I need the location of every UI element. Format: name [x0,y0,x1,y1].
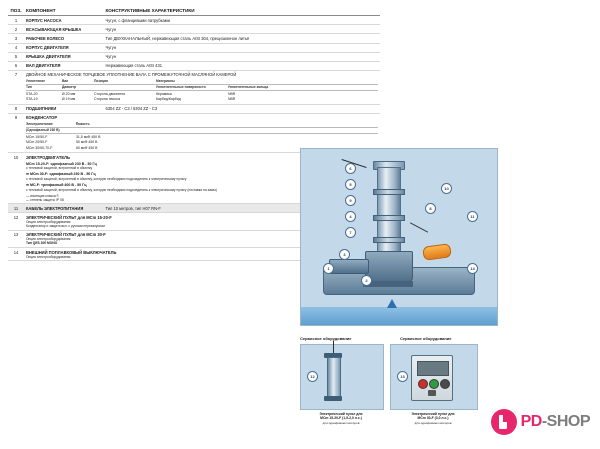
panel12-title: ЭЛЕКТРИЧЕСКИЙ ПУЛЬТ для MCm 15-20-F [25,214,112,220]
callout-4: 4 [345,211,356,222]
caption-right-line3: для однофазных моторов [414,420,452,425]
row-component: ВАЛ ДВИГАТЕЛЯ [26,61,106,70]
caption-left [298,412,384,425]
seal-col-shaft: Вал [62,79,94,85]
seal-shaft: Ø 20 мм [61,91,76,96]
capacitor-col-capacity: Ёмкость [76,121,378,127]
header-specs: КОНСТРУКТИВНЫЕ ХАРАКТЕРИСТИКИ [106,6,381,16]
capacitor-value: 60 мкФ 450 В [75,145,98,150]
seal-faces: Карбид/Карбид [155,97,181,102]
capacitor-block [26,113,380,152]
motor-variant-main-note: с тепловой защитой, встроенной в обмотку [25,166,93,171]
header-pos: ПОЗ. [8,6,26,16]
table-row [8,52,380,61]
pd-logo-icon [491,409,517,435]
pump-discharge-flange [329,259,369,274]
seal-sub-diameter: Диаметр [62,84,94,90]
callout-1: 1 [323,263,334,274]
seal-rings: NBR [227,91,236,96]
capacitor-value: 31,5 мкФ 450 В [75,134,101,139]
logo-text-pd: PD [520,413,542,430]
seal-title: ДВОЙНОЕ МЕХАНИЧЕСКОЕ ТОРЦЕВОЕ УПЛОТНЕНИЕ ВАЛА С ПРОМЕЖУТОЧНОЙ МАСЛЯНОЙ КАМЕРОЙ [25,72,237,78]
panel12-note: Конденсатор и защита вкл. с ручным перезапуском [25,224,105,229]
row-desc: Чугун [106,52,381,61]
row-desc: Тип ДВУХКАНАЛЬНЫЙ, нержавеющая сталь AISI 304, прецизионное литьё [106,34,381,43]
row-desc: 6304 ZZ - C3 / 6304 ZZ - C3 [106,104,381,113]
panel-left-bracket-bottom [324,396,342,401]
row-desc: Чугун, с фланцевыми патрубками [106,16,381,25]
capacitor-table [26,121,378,150]
control-panel-mcm15-20 [327,357,341,399]
callout-6: 6 [345,163,356,174]
row-pos: 10 [8,153,26,204]
pump-illustration [300,148,498,326]
callout-13: 13 [397,371,408,382]
capacitor-model: MCm 20/50-F [25,140,48,145]
seal-col-materials: Материалы [156,79,228,85]
flow-arrow-icon [387,299,397,308]
caption-right-line1: Электрический пульт для [411,412,455,416]
row-component: КАБЕЛЬ ЭЛЕКТРОПИТАНИЯ [26,204,106,213]
seal-block [26,70,380,104]
seal-sub-faces: Уплотнительные поверхности [156,84,228,90]
motor-variant-2-head: ➡ MC-F: трехфазный 400 В - 50 Гц [25,183,87,188]
table-row [8,34,380,43]
motor-variant-2-body: с тепловой защитой, встроенной в обмотку, которую необходимо подсоединять к электрическому пульту (поставка на заказ) [25,187,217,192]
table-row [8,16,380,25]
motor-variant-main: MCm 15-20-F: однофазный 230 В - 50 Гц [25,161,97,166]
seal-col-seal: Уплотнение [26,79,62,85]
row-pos: 6 [8,61,26,70]
row-pos: 9 [8,113,26,152]
table-header-row [8,6,380,16]
row-pos: 4 [8,43,26,52]
row-component: ВСАСЫВАЮЩАЯ КРЫШКА [26,25,106,34]
pump-band-mid [373,215,405,221]
seal-table [26,79,378,103]
caption-left-line2: MCm 15-20-F (1,5-2,0 л.с.) [320,416,362,421]
capacitor-value: 50 мкФ 450 В [75,140,98,145]
row-component: РАБОЧЕЕ КОЛЕСО [26,34,106,43]
seal-type: STA-20 [25,91,38,96]
panel13-sub: Опция электрооборудования [25,237,71,242]
row-component: КРЫШКА ДВИГАТЕЛЯ [26,52,106,61]
motor-title: ЭЛЕКТРОДВИГАТЕЛЬ [25,154,70,160]
row-pos: 8 [8,104,26,113]
control-panel-mcm30 [411,355,453,401]
logo-text-shop: SHOP [546,413,590,430]
capacitor-model: MCm 30/50-70-F [25,145,53,150]
callout-10: 10 [441,183,452,194]
callout-14: 14 [467,263,478,274]
seal-sub-rings: Уплотнительные кольца [228,84,378,90]
seal-row [26,97,378,103]
logo-text [521,413,590,431]
capacitor-title: КОНДЕНСАТОР [25,115,58,121]
logo-text-dash: - [541,413,547,430]
table-row [8,61,380,70]
row-pos: 13 [8,230,26,247]
row-component: КОРПУС ДВИГАТЕЛЯ [26,43,106,52]
row-pos: 14 [8,248,26,261]
seal-rings: NBR [227,97,236,102]
seal-position: Сторона двигателя [93,91,125,96]
pump-casing [365,251,413,283]
row-pos: 7 [8,70,26,104]
caption-right-line2: MCm 30-F (3,0 л.с.) [417,416,449,421]
control-panel-display [417,361,449,376]
header-component: КОМПОНЕНТ [26,6,106,16]
table-row-seal [8,70,380,104]
caption-left-line3: для однофазных моторов [322,420,360,425]
callout-11: 11 [467,211,478,222]
row-desc: Чугун [106,25,381,34]
caption-right [388,412,478,425]
float-title: ВНЕШНИЙ ПОПЛАВКОВЫЙ ВЫКЛЮЧАТЕЛЬ [25,249,117,255]
row-desc: Тип 10 метров, тип H07 RN-F [106,204,381,213]
pump-band-lower [373,237,405,243]
stop-button-icon [418,379,428,389]
capacitor-col-note: (Однофазный 230 В) [26,127,76,133]
motor-variant-1-head: ➡ MCm 30-F: однофазный 230 В - 50 Гц [25,172,96,177]
water-surface [301,307,497,325]
caption-left-line1: Электрический пульт для [319,412,363,416]
callout-7: 7 [345,227,356,238]
service-equipment-label-right: Сервисное оборудование [400,336,452,341]
float-sub: Опция электрооборудования [25,254,71,259]
panel-right-illustration [390,344,478,410]
seal-col-position: Позиция [94,79,156,85]
float-switch [422,243,452,261]
row-desc: Нержавеющая сталь AISI 431 [106,61,381,70]
table-row [8,104,380,113]
seal-sub-type: Тип [26,84,62,90]
service-equipment-label-left: Сервисное оборудование [300,336,352,341]
row-pos: 2 [8,25,26,34]
row-component: ПОДШИПНИКИ [26,104,106,113]
reset-button-icon [440,379,450,389]
callout-9: 9 [345,195,356,206]
callout-8: 8 [425,203,436,214]
row-pos: 12 [8,213,26,230]
capacitor-col-supply: Электропитание [26,121,76,127]
seal-type: STA-19 [25,97,38,102]
row-desc: Чугун [106,43,381,52]
callout-2: 2 [361,275,372,286]
callout-12: 12 [307,371,318,382]
start-button-icon [429,379,439,389]
panel13-title: ЭЛЕКТРИЧЕСКИЙ ПУЛЬТ для MCm 30-F [25,232,106,238]
callout-3: 3 [339,249,350,260]
pump-assembly [363,167,415,279]
control-knob-icon [428,390,436,396]
table-row-capacitor [8,113,380,152]
callout-5: 5 [345,179,356,190]
pump-band-upper [373,189,405,195]
motor-variant-1-body: с тепловой защитой, встроенной в обмотку, которую необходимо подсоединять к электрическому пульту [25,176,187,181]
row-component: КОРПУС НАСОСА [26,16,106,25]
row-pos: 5 [8,52,26,61]
seal-shaft: Ø 19 мм [61,97,76,102]
row-pos: 3 [8,34,26,43]
panel13-note: Тип QES 300 MONO [25,241,58,246]
seal-position: Сторона насоса [93,97,121,102]
table-row [8,43,380,52]
row-pos: 1 [8,16,26,25]
seal-faces: Керамика [155,91,172,96]
row-pos: 11 [8,204,26,213]
motor-note-1: — изоляция класса F, [25,193,60,198]
capacitor-model: MCm 15/50-F [25,134,48,139]
pd-shop-logo [491,409,590,435]
motor-note-2: — степень защиты IP X8 [25,197,64,202]
panel-left-illustration [300,344,384,410]
panel12-sub: Опция электрооборудования [25,220,71,225]
table-row [8,25,380,34]
